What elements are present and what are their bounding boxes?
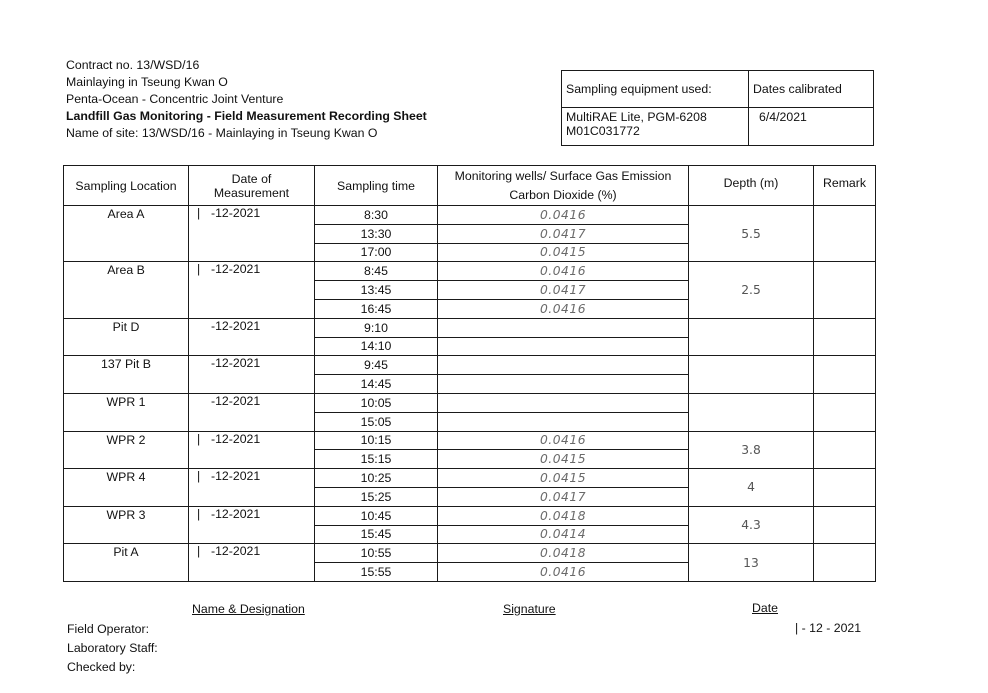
header-co2-line1: Monitoring wells/ Surface Gas Emission	[438, 166, 689, 186]
header-date-line1: Date of	[231, 171, 272, 186]
footer-name-heading: Name & Designation	[192, 602, 305, 616]
depth-cell: 3.8	[689, 431, 814, 469]
location-cell: WPR 3	[64, 506, 189, 544]
checked-by-label: Checked by:	[67, 660, 136, 674]
header-depth: Depth (m)	[689, 166, 814, 206]
time-cell: 13:45	[315, 281, 438, 300]
footer-date-value: - 12 - 2021	[801, 621, 862, 635]
contractor-name: Penta-Ocean - Concentric Joint Venture	[66, 92, 284, 106]
date-mark: |	[197, 431, 201, 446]
date-value: -12-2021	[211, 206, 261, 220]
co2-cell: 0.0415	[438, 450, 689, 469]
co2-cell: 0.0418	[438, 544, 689, 563]
remark-cell	[814, 262, 876, 318]
date-cell	[189, 206, 315, 262]
time-cell: 16:45	[315, 299, 438, 318]
date-cell	[189, 393, 315, 431]
date-value: -12-2021	[211, 356, 261, 371]
date-value: -12-2021	[211, 469, 261, 484]
time-cell: 13:30	[315, 224, 438, 243]
equipment-label: Sampling equipment used:	[562, 71, 749, 108]
date-value: -12-2021	[211, 431, 261, 446]
table-row	[64, 544, 876, 563]
time-cell: 15:15	[315, 450, 438, 469]
co2-cell	[438, 337, 689, 356]
header-location: Sampling Location	[64, 166, 189, 206]
time-cell: 15:55	[315, 563, 438, 582]
depth-cell	[689, 318, 814, 356]
time-cell: 17:00	[315, 243, 438, 262]
measurement-table	[63, 165, 876, 582]
depth-cell: 13	[689, 544, 814, 582]
date-cell	[189, 262, 315, 318]
co2-cell	[438, 318, 689, 337]
depth-cell: 2.5	[689, 262, 814, 318]
co2-cell: 0.0418	[438, 506, 689, 525]
time-cell: 15:05	[315, 412, 438, 431]
time-cell: 8:30	[315, 206, 438, 225]
date-mark: |	[197, 262, 201, 277]
co2-cell: 0.0414	[438, 525, 689, 544]
date-value: -12-2021	[211, 544, 261, 559]
date-cell	[189, 469, 315, 507]
field-operator-label: Field Operator:	[67, 622, 150, 636]
date-cell	[189, 506, 315, 544]
document-header	[66, 57, 427, 142]
footer-date-mark: |	[795, 621, 799, 635]
location-cell: Area B	[64, 262, 189, 318]
co2-cell	[438, 393, 689, 412]
location-cell: WPR 2	[64, 431, 189, 469]
table-row	[64, 431, 876, 450]
date-value: -12-2021	[211, 318, 261, 333]
depth-cell: 4.3	[689, 506, 814, 544]
time-cell: 14:45	[315, 375, 438, 394]
table-row	[64, 393, 876, 412]
co2-cell: 0.0417	[438, 281, 689, 300]
co2-cell: 0.0417	[438, 224, 689, 243]
date-value: -12-2021	[211, 393, 261, 408]
co2-cell: 0.0416	[438, 431, 689, 450]
time-cell: 9:45	[315, 356, 438, 375]
remark-cell	[814, 544, 876, 582]
remark-cell	[814, 469, 876, 507]
depth-cell: 4	[689, 469, 814, 507]
remark-cell	[814, 356, 876, 394]
contract-number: Contract no. 13/WSD/16	[66, 58, 200, 72]
equipment-table	[561, 70, 874, 146]
equipment-name	[562, 108, 749, 146]
calibration-date: 6/4/2021	[749, 108, 874, 146]
time-cell: 15:45	[315, 525, 438, 544]
lab-staff-label: Laboratory Staff:	[67, 641, 158, 655]
site-name: Name of site: 13/WSD/16 - Mainlaying in Tseung Kwan O	[66, 126, 378, 140]
header-date-line2: Measurement	[213, 185, 290, 200]
remark-cell	[814, 506, 876, 544]
depth-cell	[689, 356, 814, 394]
co2-cell: 0.0416	[438, 206, 689, 225]
time-cell: 10:55	[315, 544, 438, 563]
footer-date-heading: Date	[752, 601, 778, 615]
depth-cell	[689, 393, 814, 431]
equipment-serial: M01C031772	[566, 124, 640, 138]
time-cell: 8:45	[315, 262, 438, 281]
date-mark: |	[197, 206, 201, 220]
header-co2-line2: Carbon Dioxide (%)	[438, 186, 689, 206]
header-remark: Remark	[814, 166, 876, 206]
date-cell	[189, 544, 315, 582]
location-cell: Pit A	[64, 544, 189, 582]
table-row	[64, 356, 876, 375]
calibrated-label: Dates calibrated	[749, 71, 874, 108]
date-cell	[189, 356, 315, 394]
co2-cell	[438, 412, 689, 431]
time-cell: 10:25	[315, 469, 438, 488]
remark-cell	[814, 393, 876, 431]
location-cell: WPR 1	[64, 393, 189, 431]
equipment-model: MultiRAE Lite, PGM-6208	[566, 110, 707, 124]
location-cell: 137 Pit B	[64, 356, 189, 394]
remark-cell	[814, 206, 876, 262]
co2-cell: 0.0416	[438, 299, 689, 318]
co2-cell	[438, 356, 689, 375]
footer-signature-heading: Signature	[503, 602, 556, 616]
table-row	[64, 506, 876, 525]
date-value: -12-2021	[211, 506, 261, 521]
date-mark: |	[197, 544, 201, 559]
time-cell: 9:10	[315, 318, 438, 337]
location-cell: Area A	[64, 206, 189, 262]
header-time: Sampling time	[315, 166, 438, 206]
time-cell: 10:15	[315, 431, 438, 450]
time-cell: 15:25	[315, 487, 438, 506]
table-row	[64, 318, 876, 337]
table-row	[64, 262, 876, 281]
date-cell	[189, 318, 315, 356]
depth-cell: 5.5	[689, 206, 814, 262]
sheet-title: Landfill Gas Monitoring - Field Measurement Recording Sheet	[66, 109, 427, 123]
co2-cell: 0.0416	[438, 262, 689, 281]
table-row	[64, 206, 876, 225]
co2-cell: 0.0417	[438, 487, 689, 506]
remark-cell	[814, 431, 876, 469]
date-value: -12-2021	[211, 262, 261, 277]
project-name: Mainlaying in Tseung Kwan O	[66, 75, 228, 89]
date-mark: |	[197, 506, 201, 521]
time-cell: 14:10	[315, 337, 438, 356]
co2-cell: 0.0416	[438, 563, 689, 582]
table-row	[64, 469, 876, 488]
location-cell: WPR 4	[64, 469, 189, 507]
co2-cell	[438, 375, 689, 394]
remark-cell	[814, 318, 876, 356]
header-date	[189, 166, 315, 206]
location-cell: Pit D	[64, 318, 189, 356]
date-cell	[189, 431, 315, 469]
date-mark: |	[197, 469, 201, 484]
time-cell: 10:45	[315, 506, 438, 525]
footer-date	[795, 621, 861, 635]
co2-cell: 0.0415	[438, 469, 689, 488]
time-cell: 10:05	[315, 393, 438, 412]
co2-cell: 0.0415	[438, 243, 689, 262]
